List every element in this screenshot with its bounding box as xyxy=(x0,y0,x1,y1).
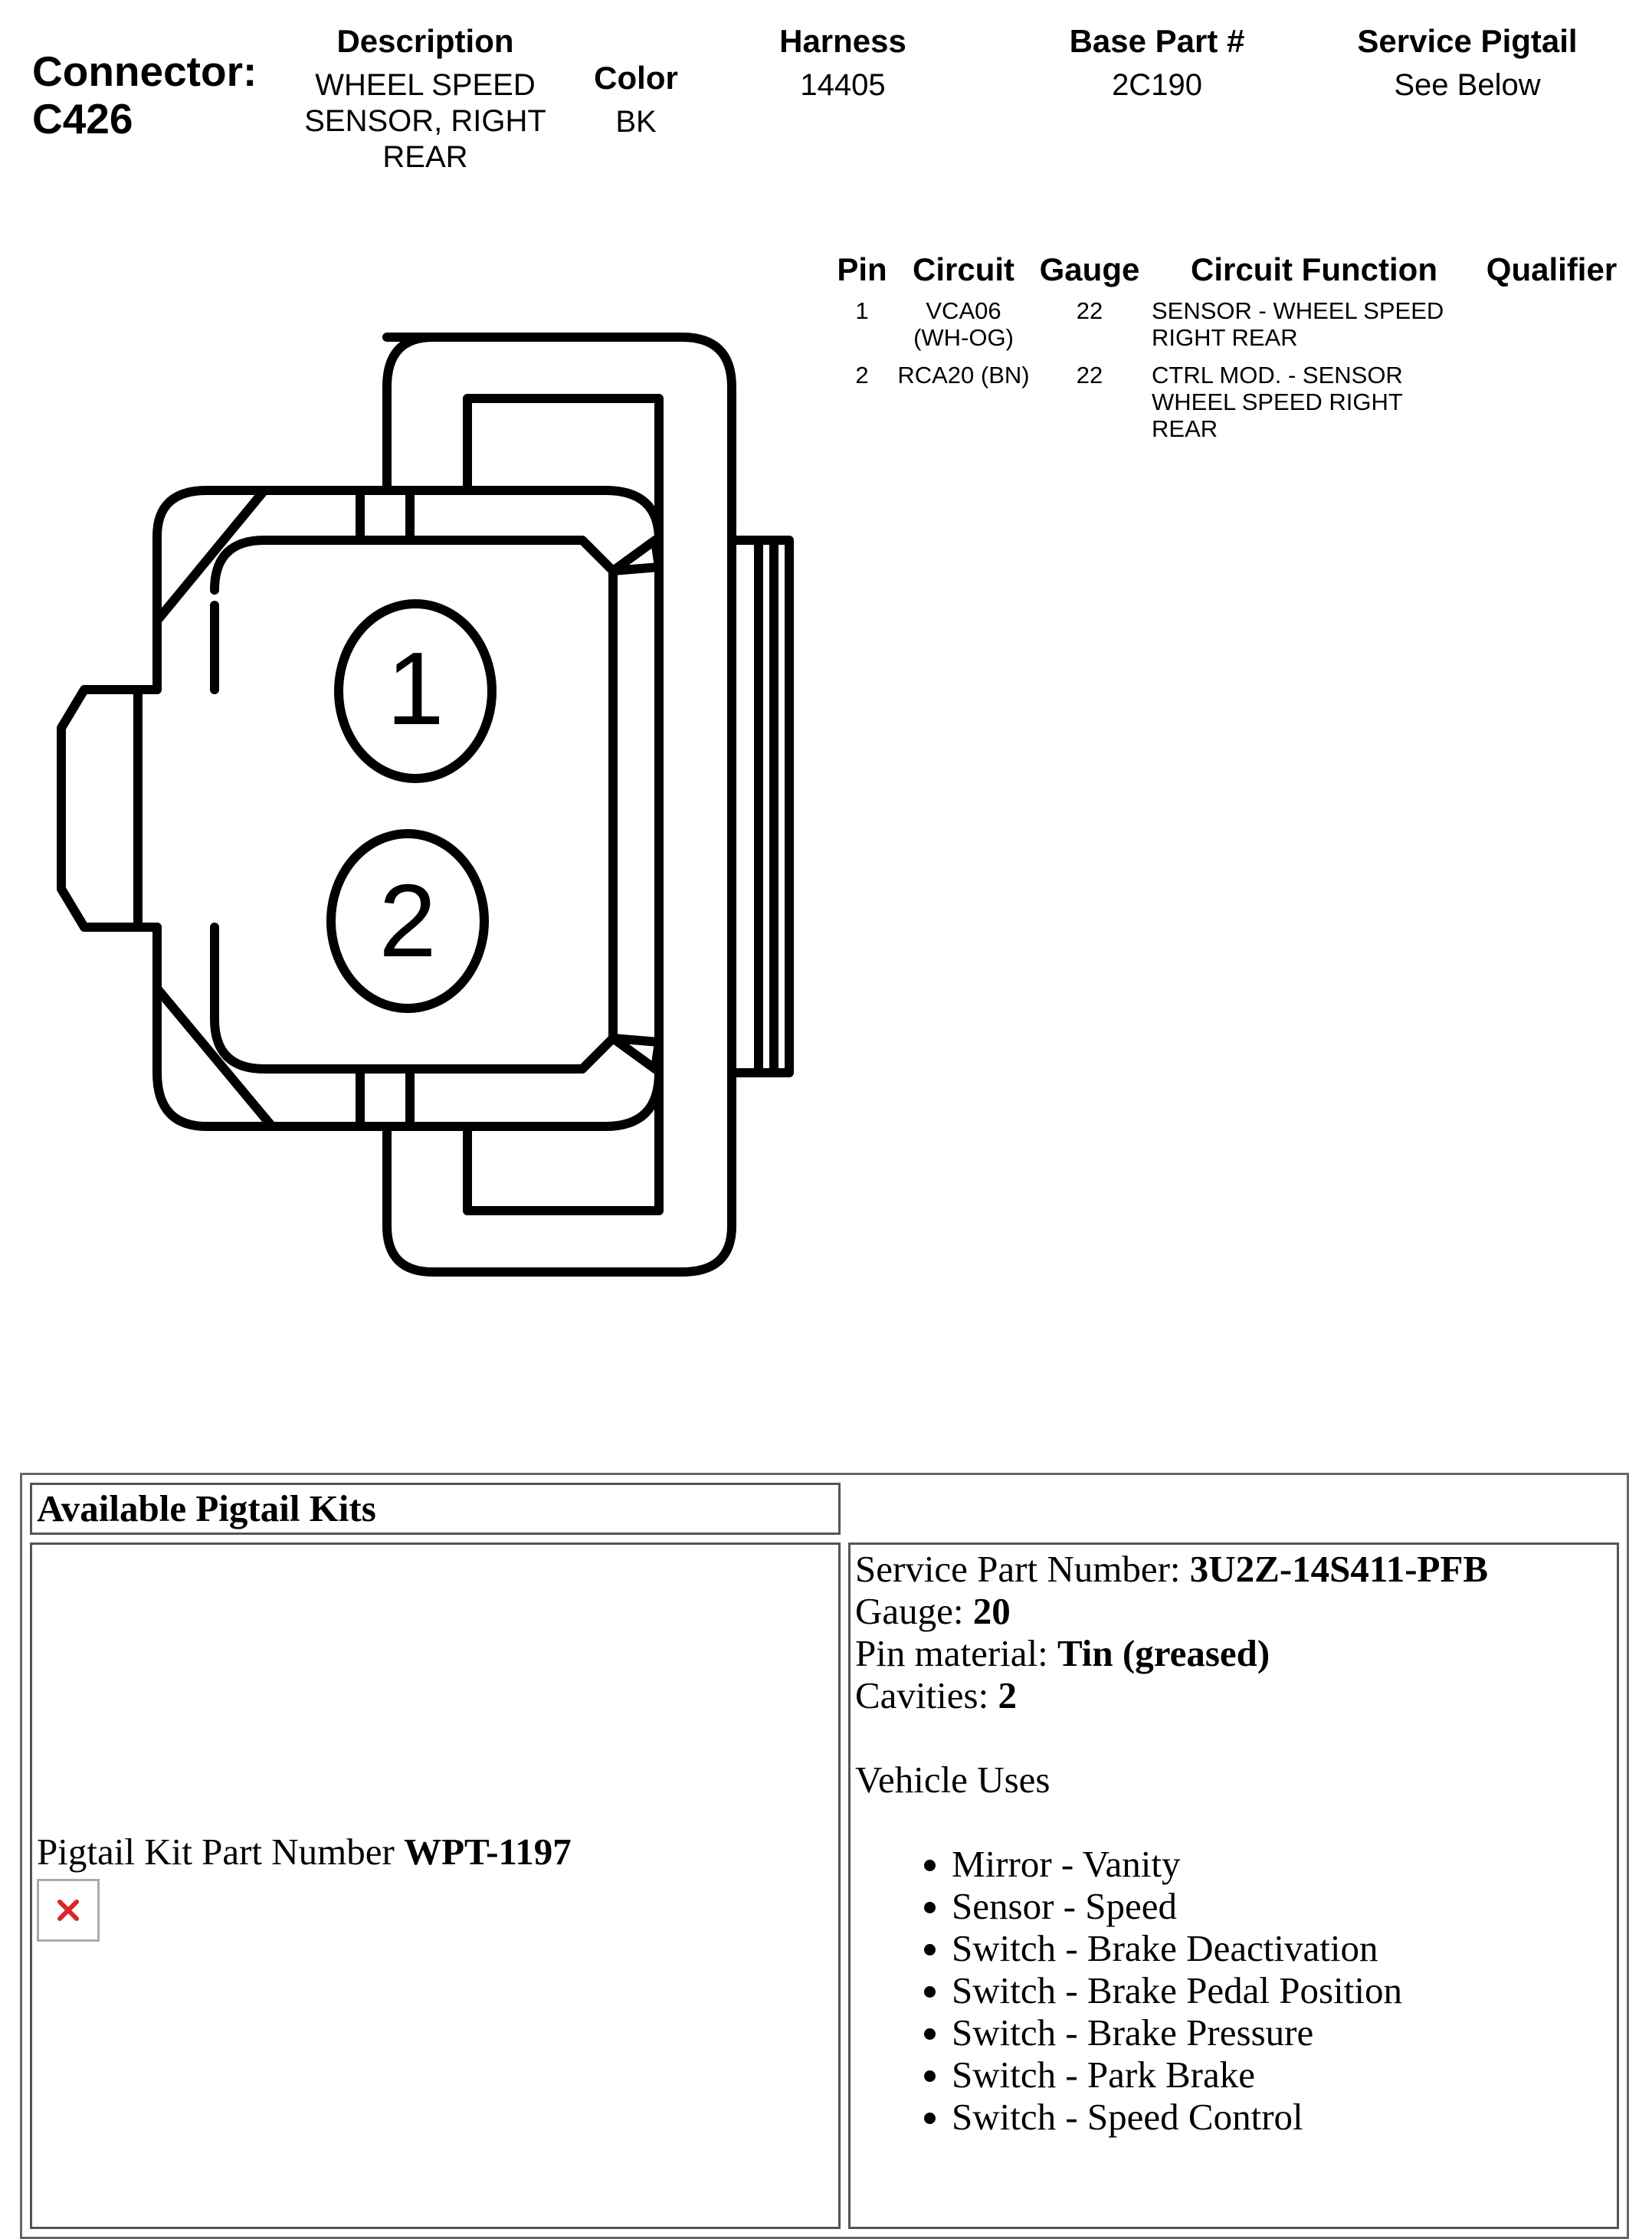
pin-1-number: 1 xyxy=(855,297,869,324)
service-pigtail-value: See Below xyxy=(1394,68,1541,102)
broken-image-x-icon xyxy=(55,1897,81,1923)
pin-2-function: CTRL MOD. - SENSOR WHEEL SPEED RIGHT REAR xyxy=(1152,362,1403,442)
pigtail-kit-line xyxy=(37,1831,834,1873)
pigtail-kit-label: Pigtail Kit Part Number xyxy=(37,1830,405,1873)
gauge-label: Gauge: xyxy=(855,1590,973,1632)
description-label: Description xyxy=(336,23,514,59)
pin-1-function: SENSOR - WHEEL SPEED RIGHT REAR xyxy=(1152,297,1444,351)
circuit-header: Circuit xyxy=(912,251,1014,287)
pin-2-gauge: 22 xyxy=(1076,362,1103,388)
service-part-value: 3U2Z-14S411-PFB xyxy=(1189,1548,1489,1590)
pin-2-circuit: RCA20 (BN) xyxy=(897,362,1030,388)
key-slot-top xyxy=(360,490,410,540)
left-latch xyxy=(61,690,157,927)
gauge-value: 20 xyxy=(972,1590,1011,1632)
description-value: WHEEL SPEED SENSOR, RIGHT REAR xyxy=(304,68,546,174)
qualifier-header: Qualifier xyxy=(1486,251,1618,287)
vehicle-use-item: • Switch - Speed Control xyxy=(952,2096,1612,2138)
service-part-line xyxy=(855,1548,1612,1590)
color-value: BK xyxy=(615,105,657,139)
wedge-bottom xyxy=(613,1038,659,1069)
pin-1-circuit: VCA06 (WH-OG) xyxy=(913,297,1014,351)
gauge-line xyxy=(855,1590,1612,1632)
connector-id: C426 xyxy=(32,95,133,143)
pin-1-gauge: 22 xyxy=(1076,297,1103,324)
harness-value: 14405 xyxy=(800,68,886,102)
pin-2-number: 2 xyxy=(855,362,869,388)
vehicle-use-item: • Mirror - Vanity xyxy=(952,1843,1612,1885)
vehicle-use-item: • Sensor - Speed xyxy=(952,1885,1612,1927)
service-part-label: Service Part Number: xyxy=(855,1548,1190,1590)
pin-material-value: Tin (greased) xyxy=(1057,1632,1270,1674)
vehicle-uses-label: Vehicle Uses xyxy=(855,1759,1051,1801)
pigtail-kit-number: WPT-1197 xyxy=(404,1830,572,1873)
body-outer xyxy=(157,490,659,1126)
chamfer-top xyxy=(157,490,264,621)
pin-label-1: 1 xyxy=(386,631,444,746)
pin-header: Pin xyxy=(837,251,887,287)
color-label: Color xyxy=(594,60,678,96)
pigtail-kits-table xyxy=(20,1473,1629,2239)
connector-label: Connector: xyxy=(32,48,257,95)
connector-title xyxy=(32,48,257,143)
vehicle-use-item: • Switch - Brake Deactivation xyxy=(952,1927,1612,1969)
inner-shroud xyxy=(467,398,659,1211)
outer-shroud xyxy=(387,337,732,1272)
broken-image-icon xyxy=(37,1879,100,1942)
pin-label-2: 2 xyxy=(379,863,437,979)
base-part-label: Base Part # xyxy=(1069,23,1245,59)
connector-face-diagram xyxy=(0,307,843,1303)
cavities-value: 2 xyxy=(998,1674,1017,1716)
empty-header-cell xyxy=(848,1483,1619,1535)
cavities-label: Cavities: xyxy=(855,1674,998,1716)
cavities-line xyxy=(855,1674,1612,1716)
pin-material-label: Pin material: xyxy=(855,1632,1057,1674)
harness-label: Harness xyxy=(779,23,906,59)
gauge-header: Gauge xyxy=(1039,251,1140,287)
pigtail-kit-cell xyxy=(30,1542,841,2229)
service-pigtail-label: Service Pigtail xyxy=(1357,23,1578,59)
pigtail-details-cell xyxy=(848,1542,1619,2229)
pigtail-section-title: Available Pigtail Kits xyxy=(30,1483,841,1535)
vehicle-use-item: • Switch - Brake Pressure xyxy=(952,2011,1612,2054)
vehicle-use-item: • Switch - Brake Pedal Position xyxy=(952,1969,1612,2011)
wedge-top xyxy=(613,540,659,571)
vehicle-uses-list xyxy=(855,1843,1612,2138)
side-latch xyxy=(732,540,789,1073)
key-slot-bottom xyxy=(360,1069,410,1126)
pin-material-line xyxy=(855,1632,1612,1674)
base-part-value: 2C190 xyxy=(1112,68,1202,102)
circuit-function-header: Circuit Function xyxy=(1191,251,1437,287)
body-inner xyxy=(215,540,613,1069)
vehicle-use-item: • Switch - Park Brake xyxy=(952,2054,1612,2096)
